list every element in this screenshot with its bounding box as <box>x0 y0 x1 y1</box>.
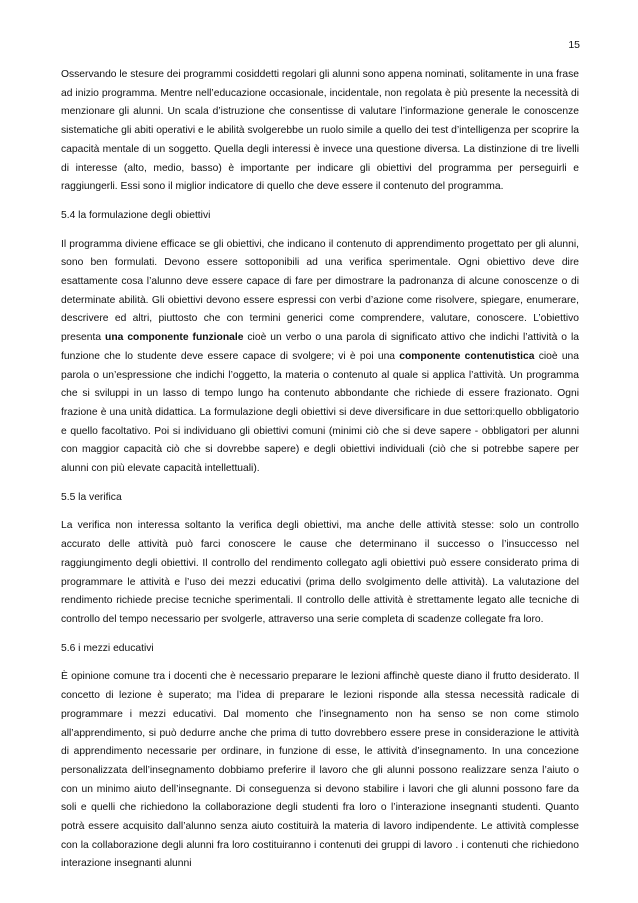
paragraph-verifica: La verifica non interessa soltanto la verifica degli obiettivi, ma anche delle attività stesse: solo un controllo accurato delle attività può farci conoscere le cause che determinano il successo o l’insuccesso nel raggiungimento degli obiettivi. Il controllo del rendimento collegato agli obiettivi può essere considerato prima di programmare le attività e l’uso dei mezzi educativi (prima dello svolgimento delle attività). La valutazione del rendimento richiede precise tecniche sperimentali. Il controllo delle attività è strettamente legato alle tecniche di controllo del tempo necessario per svolgerle, attraverso una serie completa di scadenze collegate fra loro. <box>61 520 579 625</box>
text-run: cioè una parola o un’espressione che indichi l’oggetto, la materia o contenuto al quale si applica l’attività. Un programma che si sviluppi in un lasso di tempo lungo ha contenuto abbondante che richiede di essere frazionato. Ogni frazione è una unità didattica. La formulazione degli obiettivi si deve diversificare in due settori:quello obbligatorio e quello facoltativo. Poi si individuano gli obiettivi comuni (minimi ciò che si deve sapere - obbligatori per alunni con maggior capacità ciò che si dovrebbe sapere) e degli obiettivi individuali (ciò che si potrebbe sapere per alunni con più elevate capacità intellettuali). <box>61 350 580 475</box>
bold-term-componente-funzionale: una componente funzionale <box>105 332 244 344</box>
text-run: Il programma diviene efficace se gli obiettivi, che indicano il contenuto di apprendimento progettato per gli alunni, sono ben formulati. Devono essere sottoponibili ad una verifica sperimentale. Ogni obiettivo deve dire esattamente cosa l’alunno deve essere capace di fare per dimostrare la padronanza di alcune conoscenze o di determinate abilità. Gli obiettivi devono essere espressi con verbi d’azione come risolvere, spiegare, enumerare, descrivere ed altri, piuttosto che con termini generici come comprendere, valutare, conoscere. L’obiettivo presenta <box>61 238 579 344</box>
page-content <box>61 66 579 884</box>
section-heading-5-5: 5.5 la verifica <box>61 491 122 503</box>
paragraph-mezzi-educativi: È opinione comune tra i docenti che è necessario preparare le lezioni affinchè queste diano il frutto desiderato. Il concetto di lezione è superato; ma l’idea di preparare le lezioni risponde alla stessa necessità radicale di programmare i mezzi educativi. Dal momento che l’insegnamento non ha senso se non come stimolo all’apprendimento, si può dedurre anche che prima di tutto dovrebbero essere prese in considerazione le attività di apprendimento necessarie per ordinare, in funzione di esse, le attività d’insegnamento. In una concezione personalizzata dell’insegnamento dobbiamo preferire il lavoro che gli alunni possono realizzare senza l’aiuto o con un minimo aiuto dell’insegnante. Di conseguenza si devono stabilire i lavori che gli alunni possono fare da soli e quelli che richiedono la collaborazione degli studenti fra loro o l’interazione insegnanti studenti. Quanto potrà essere acquisito dall’alunno senza aiuto costituirà la materia di lavoro indipendente. Le attività complesse con la collaborazione degli alunni fra loro costituiranno i contenuti dei gruppi di lavoro . i contenuti che richiedono interazione insegnanti alunni <box>61 671 579 870</box>
paragraph-obiettivi <box>61 236 579 479</box>
text-run: cioè un verbo o una parola di significato attivo che indichi l’attività o la funzione che lo studente deve essere capace di svolgere; vi è poi una <box>61 332 579 362</box>
paragraph-programmi-regolari: Osservando le stesure dei programmi cosiddetti regolari gli alunni sono appena nominati, solitamente in una frase ad inizio programma. Mentre nell’educazione occasionale, incidentale, non regolata è più presente la necessità di menzionare gli alunni. Un scala d’istruzione che consentisse di valutare l’informazione generale le conoscenze sistematiche gli abiti operativi e le abilità svolgerebbe un ruolo simile a quello dei test d’intelligenza per scoprire la capacità mentale di un soggetto. Quella degli interessi è invece una questione diversa. La distinzione di tre livelli di interesse (alto, medio, basso) è importante per indicare gli obiettivi del programma per perseguirli e raggiungerli. Essi sono il miglior indicatore di quello che deve essere il contenuto del programma. <box>61 69 579 193</box>
section-heading-5-4: 5.4 la formulazione degli obiettivi <box>61 209 211 221</box>
bold-term-componente-contenutistica: componente contenutistica <box>399 350 535 362</box>
section-heading-5-6: 5.6 i mezzi educativi <box>61 642 154 654</box>
page-number: 15 <box>568 39 580 51</box>
